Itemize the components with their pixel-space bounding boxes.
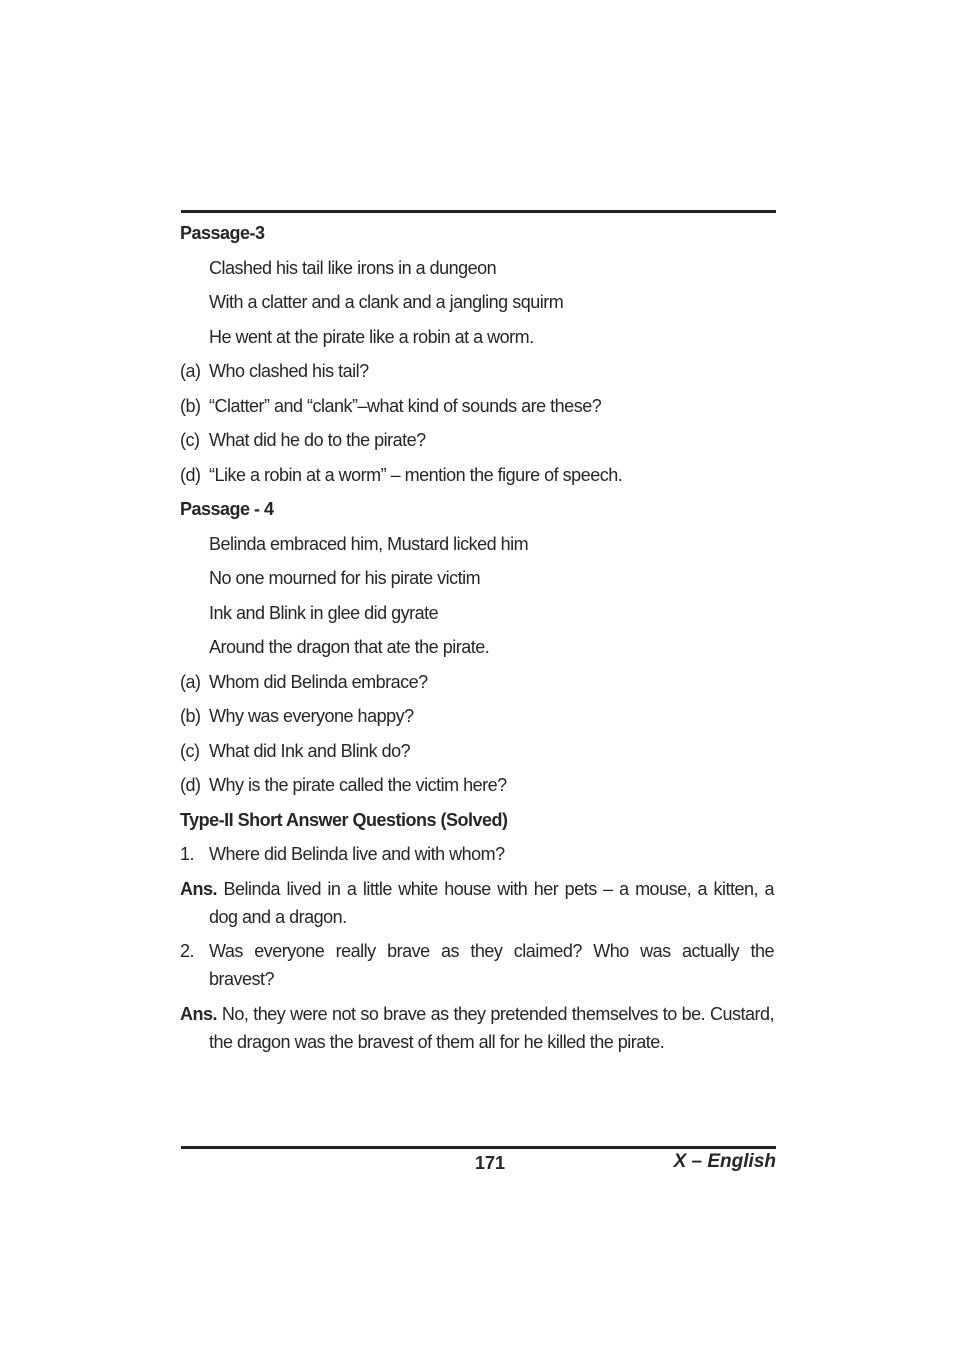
verse-line: Belinda embraced him, Mustard licked him [209, 533, 529, 554]
answer-text: No, they were not so brave as they pretended themselves to be. Custard, the dragon was the bravest of them all for he killed the pirate. [209, 1003, 774, 1052]
question-text: Why was everyone happy? [209, 706, 414, 726]
verse-line: He went at the pirate like a robin at a worm. [209, 326, 534, 347]
short-question [180, 937, 774, 993]
question-item [180, 737, 774, 772]
verse-line: Clashed his tail like irons in a dungeon [209, 257, 497, 278]
question-number: 1. [180, 844, 195, 864]
question-text: Who clashed his tail? [209, 361, 369, 381]
top-rule [181, 210, 776, 213]
page-content [180, 219, 774, 1062]
question-label: (d) [180, 775, 201, 795]
short-answer-heading: Type-II Short Answer Questions (Solved) [180, 809, 508, 830]
verse-line: Ink and Blink in glee did gyrate [209, 602, 439, 623]
passage-4-heading: Passage - 4 [180, 499, 274, 519]
question-text: What did he do to the pirate? [209, 430, 426, 450]
question-text: “Like a robin at a worm” – mention the figure of speech. [209, 464, 623, 485]
short-question [180, 840, 774, 868]
question-label: (d) [180, 464, 201, 485]
page-number: 171 [474, 1153, 506, 1173]
question-number: 2. [180, 941, 195, 961]
question-item [180, 702, 774, 737]
question-text: “Clatter” and “clank”–what kind of sounds are these? [209, 395, 602, 416]
question-label: (c) [180, 430, 200, 450]
bottom-rule [181, 1146, 776, 1149]
question-item [180, 668, 774, 703]
question-item [180, 426, 774, 461]
question-label: (b) [180, 706, 201, 726]
answer-label: Ans. [180, 1003, 218, 1024]
verse-line: No one mourned for his pirate victim [209, 568, 481, 588]
answer-text: Belinda lived in a little white house with her pets – a mouse, a kitten, a dog and a dragon. [209, 878, 774, 927]
question-item [180, 461, 774, 496]
question-text: Where did Belinda live and with whom? [209, 844, 505, 864]
question-label: (c) [180, 740, 200, 761]
answer-label: Ans. [180, 878, 218, 899]
question-label: (a) [180, 361, 201, 381]
answer-block [180, 875, 774, 931]
question-text: Was everyone really brave as they claimed? Who was actually the bravest? [209, 941, 774, 989]
passage-3-heading: Passage-3 [180, 223, 265, 243]
answer-block [180, 1000, 774, 1056]
question-text: What did Ink and Blink do? [209, 740, 411, 761]
verse-line: Around the dragon that ate the pirate. [209, 637, 490, 657]
question-text: Why is the pirate called the victim here? [209, 775, 507, 795]
question-item [180, 357, 774, 392]
question-label: (a) [180, 671, 201, 692]
footer-title: X – English [673, 1151, 776, 1172]
question-item [180, 771, 774, 806]
question-label: (b) [180, 395, 201, 416]
question-item [180, 392, 774, 427]
verse-line: With a clatter and a clank and a jangling squirm [209, 292, 564, 312]
question-text: Whom did Belinda embrace? [209, 671, 428, 692]
